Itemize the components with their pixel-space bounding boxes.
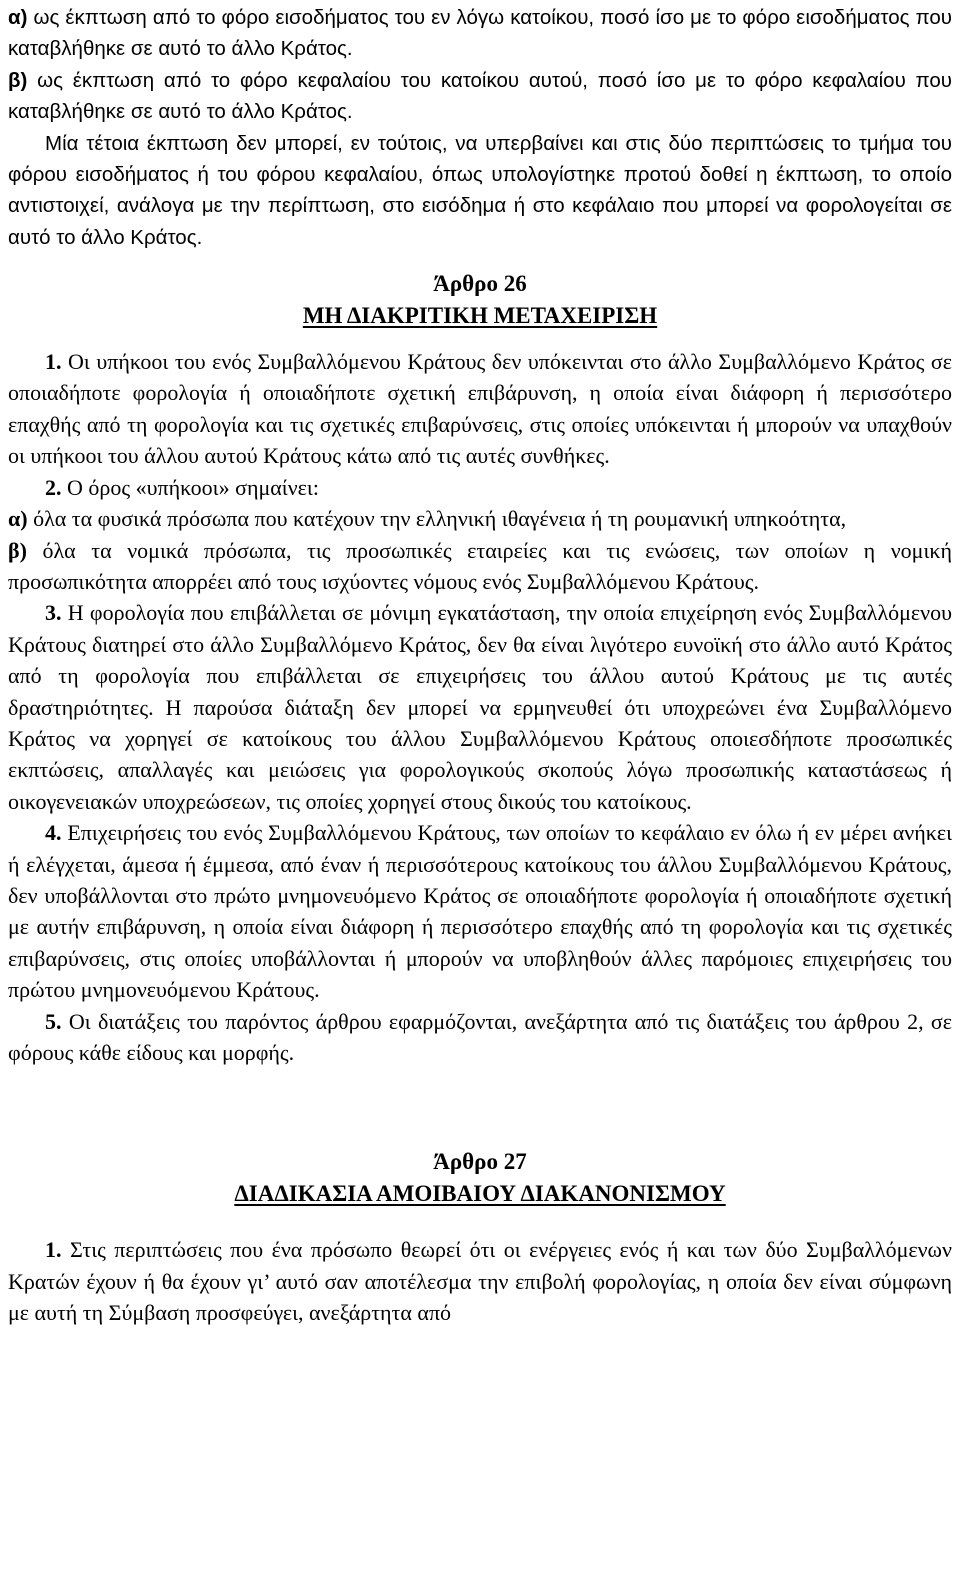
paragraph-text: Οι διατάξεις του παρόντος άρθρου εφαρμόζονται, ανεξάρτητα από τις διατάξεις του άρθρου 2, σε φόρους κάθε είδους και μορφής. xyxy=(8,1008,952,1065)
paragraph-item-b xyxy=(8,65,952,128)
paragraph-text: Η φορολογία που επιβάλλεται σε μόνιμη εγκατάσταση, την οποία επιχείρηση ενός Συμβαλλόμενου Κράτους διατηρεί στο άλλο Συμβαλλόμενο Κράτος, δεν θα είναι λιγότερο ευνοϊκή στο άλλο αυτό Κράτος από τη φορολογία που επιβάλλεται σε επιχειρήσεις του άλλου αυτού Κράτους με τις αυτές δραστηριότητες. Η παρούσα διάταξη δεν μπορεί να ερμηνευθεί ότι υποχρεώνει ένα Συμβαλλόμενο Κράτος να χορηγεί σε κατοίκους του άλλου Συμβαλλόμενου Κράτους οποιεσδήποτε προσωπικές εκπτώσεις, απαλλαγές και μειώσεις για φορολογικούς σκοπούς λόγω προσωπικής καταστάσεως ή οικογενειακών υποχρεώσεων, τις οποίες χορηγεί στους δικούς του κατοίκους. xyxy=(8,600,952,814)
item-label: α) xyxy=(8,506,28,532)
paragraph-item-a xyxy=(8,2,952,65)
paragraph-number: 2. xyxy=(45,474,62,500)
item-text: όλα τα φυσικά πρόσωπα που κατέχουν την ελληνική ιθαγένεια ή τη ρουμανική υπηκοότητα, xyxy=(27,506,847,532)
paragraph-number: 1. xyxy=(45,1237,62,1263)
item-text: όλα τα νομικά πρόσωπα, τις προσωπικές εταιρείες και τις ενώσεις, των οποίων η νομική προσωπικότητα απορρέει από τους ισχύοντες νόμους ενός Συμβαλλόμενου Κράτους. xyxy=(8,537,952,594)
article-27-paragraph-1 xyxy=(8,1234,952,1328)
article-26-subtitle xyxy=(8,300,952,331)
paragraph-number: 3. xyxy=(45,600,62,626)
item-text: ως έκπτωση από το φόρο κεφαλαίου του κατοίκου αυτού, ποσό ίσο με το φόρο κεφαλαίου που καταβλήθηκε σε αυτό το άλλο Κράτος. xyxy=(8,68,952,124)
article-27-title: Άρθρο 27 xyxy=(433,1149,527,1175)
paragraph-number: 5. xyxy=(45,1008,62,1034)
paragraph-number: 4. xyxy=(45,820,62,846)
paragraph-limit: Μία τέτοια έκπτωση δεν μπορεί, εν τούτοις, να υπερβαίνει και στις δύο περιπτώσεις το τμήμα του φόρου εισοδήματος ή του φόρου κεφαλαίου, όπως υπολογίστηκε προτού δοθεί η έκπτωση, το οποίο αντιστοιχεί, ανάλογα με την περίπτωση, στο εισόδημα ή στο κεφάλαιο που μπορεί να φορολογείται σε αυτό το άλλο Κράτος. xyxy=(8,131,952,249)
paragraph-text: Ο όρος «υπήκοοι» σημαίνει: xyxy=(61,474,319,500)
paragraph-text: Στις περιπτώσεις που ένα πρόσωπο θεωρεί ότι οι ενέργειες ενός ή και των δύο Συμβαλλόμενων Κρατών έχουν ή θα έχουν γι’ αυτό σαν αποτέλεσμα την επιβολή φορολογίας, η οποία δεν είναι σύμφωνη με αυτή τη Σύμβαση προσφεύγει, ανεξάρτητα από xyxy=(8,1237,952,1326)
article-27-subtitle xyxy=(8,1178,952,1209)
article-26-paragraph-2a xyxy=(8,503,952,534)
article-26-paragraph-3 xyxy=(8,597,952,817)
article-26-title: Άρθρο 26 xyxy=(433,271,527,297)
spacer xyxy=(8,1209,952,1234)
article-27-subtitle-text: ΔΙΑΔΙΚΑΣΙΑ ΑΜΟΙΒΑΙΟΥ ΔΙΑΚΑΝΟΝΙΣΜΟΥ xyxy=(234,1180,726,1206)
spacer xyxy=(8,253,952,268)
spacer xyxy=(8,1068,952,1146)
item-label: α) xyxy=(8,6,28,29)
article-26-paragraph-1 xyxy=(8,346,952,472)
item-label: β) xyxy=(8,68,28,92)
article-26-paragraph-5 xyxy=(8,1006,952,1069)
paragraph-text: Επιχειρήσεις του ενός Συμβαλλόμενου Κράτους, των οποίων το κεφάλαιο εν όλω ή εν μέρει ανήκει ή ελέγχεται, άμεσα ή έμμεσα, από έναν ή περισσότερους κατοίκους του άλλου Συμβαλλόμενου Κράτους, δεν υποβάλλονται στο πρώτο μνημονευόμενο Κράτος σε οποιαδήποτε φορολογία ή οποιαδήποτε σχετική με αυτήν επιβάρυνση, η οποία είναι διάφορη ή περισσότερο επαχθής από τη φορολογία και τις σχετικές επιβαρύνσεις, στις οποίες υποβάλλονται ή μπορούν να υποβληθούν άλλες παρόμοιες επιχειρήσεις του πρώτου μνημονευόμενου Κράτους. xyxy=(8,820,952,1003)
article-26-paragraph-4 xyxy=(8,817,952,1005)
article-26-subtitle-text: ΜΗ ΔΙΑΚΡΙΤΙΚΗ ΜΕΤΑΧΕΙΡΙΣΗ xyxy=(302,302,658,328)
item-label: β) xyxy=(8,537,27,563)
paragraph-text: Οι υπήκοοι του ενός Συμβαλλόμενου Κράτους δεν υπόκεινται στο άλλο Συμβαλλόμενο Κράτος σε οποιαδήποτε φορολογία ή οποιαδήποτε σχετική επιβάρυνση, η οποία είναι διάφορη ή περισσότερο επαχθής από τη φορολογία και τις σχετικές επιβαρύνσεις, στις οποίες υπόκεινται ή μπορούν να υπαχθούν οι υπήκοοι του άλλου αυτού Κράτους κάτω από τις αυτές συνθήκες. xyxy=(8,349,952,469)
article-26-paragraph-2b xyxy=(8,535,952,598)
item-text: ως έκπτωση από το φόρο εισοδήματος του εν λόγω κατοίκου, ποσό ίσο με το φόρο εισοδήματος που καταβλήθηκε σε αυτό το άλλο Κράτος. xyxy=(8,6,952,61)
spacer xyxy=(8,331,952,346)
article-26-paragraph-2 xyxy=(8,472,952,503)
paragraph-number: 1. xyxy=(45,349,62,375)
